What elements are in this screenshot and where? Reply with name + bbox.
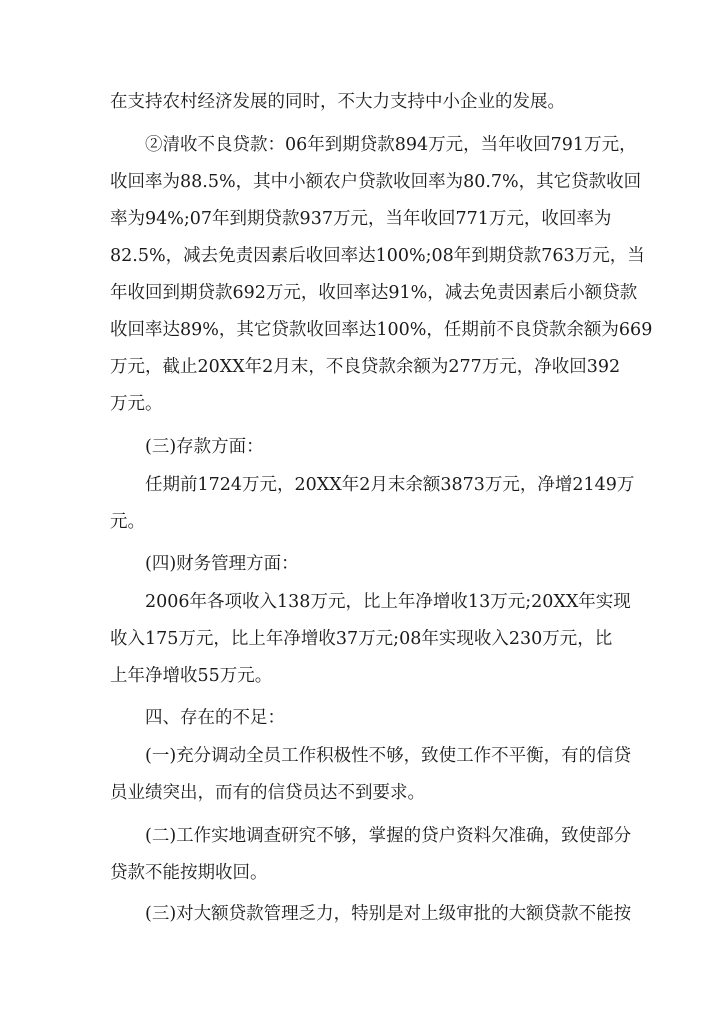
text-line — [0, 658, 720, 694]
text-line — [0, 201, 720, 237]
line-text: 收回率达89%，其它贷款收回率达100%，任期前不良贷款余额为669 — [110, 320, 653, 340]
line-text: 在支持农村经济发展的同时，不大力支持中小企业的发展。 — [110, 92, 565, 112]
line-text: 贷款不能按期收回。 — [110, 863, 268, 883]
text-line — [0, 504, 720, 540]
line-text: (一)充分调动全员工作积极性不够，致使工作不平衡，有的信贷 — [145, 746, 632, 766]
text-line — [0, 312, 720, 348]
text-line — [0, 584, 720, 620]
text-line — [0, 386, 720, 422]
line-text: 收入175万元，比上年净增收37万元;08年实现收入230万元，比 — [110, 629, 613, 649]
text-line — [0, 467, 720, 503]
text-line — [0, 349, 720, 385]
text-line — [0, 275, 720, 311]
section-heading — [0, 700, 720, 736]
line-text: 元。 — [110, 512, 145, 532]
line-text: ②清收不良贷款：06年到期贷款894万元，当年收回791万元， — [145, 135, 637, 155]
text-line — [0, 84, 720, 120]
line-text: (三)存款方面： — [145, 437, 264, 457]
line-text: 任期前1724万元，20XX年2月末余额3873万元，净增2149万 — [145, 475, 635, 495]
line-text: 万元，截止20XX年2月末，不良贷款余额为277万元，净收回392 — [110, 357, 621, 377]
text-line — [0, 818, 720, 854]
text-line — [0, 775, 720, 811]
line-text: 员业绩突出，而有的信贷员达不到要求。 — [110, 783, 425, 803]
text-line — [0, 855, 720, 891]
line-text: 2006年各项收入138万元，比上年净增收13万元;20XX年实现 — [145, 592, 631, 612]
section-heading — [0, 546, 720, 582]
line-text: (四)财务管理方面： — [145, 554, 299, 574]
line-text: (三)对大额贷款管理乏力，特别是对上级审批的大额贷款不能按 — [145, 904, 632, 924]
text-line — [0, 238, 720, 274]
text-line — [0, 896, 720, 932]
text-line — [0, 621, 720, 657]
text-line — [0, 738, 720, 774]
line-text: 四、存在的不足： — [145, 708, 285, 728]
section-heading — [0, 429, 720, 465]
line-text: 上年净增收55万元。 — [110, 666, 273, 686]
line-text: (二)工作实地调查研究不够，掌握的贷户资料欠准确，致使部分 — [145, 826, 632, 846]
line-text: 年收回到期贷款692万元，收回率达91%，减去免责因素后小额贷款 — [110, 283, 638, 303]
line-text: 82.5%，减去免责因素后收回率达100%;08年到期贷款763万元，当 — [110, 246, 645, 266]
line-text: 万元。 — [110, 394, 163, 414]
text-line — [0, 164, 720, 200]
line-text: 率为94%;07年到期贷款937万元，当年收回771万元，收回率为 — [110, 209, 612, 229]
text-line — [0, 127, 720, 163]
line-text: 收回率为88.5%，其中小额农户贷款收回率为80.7%，其它贷款收回 — [110, 172, 642, 192]
